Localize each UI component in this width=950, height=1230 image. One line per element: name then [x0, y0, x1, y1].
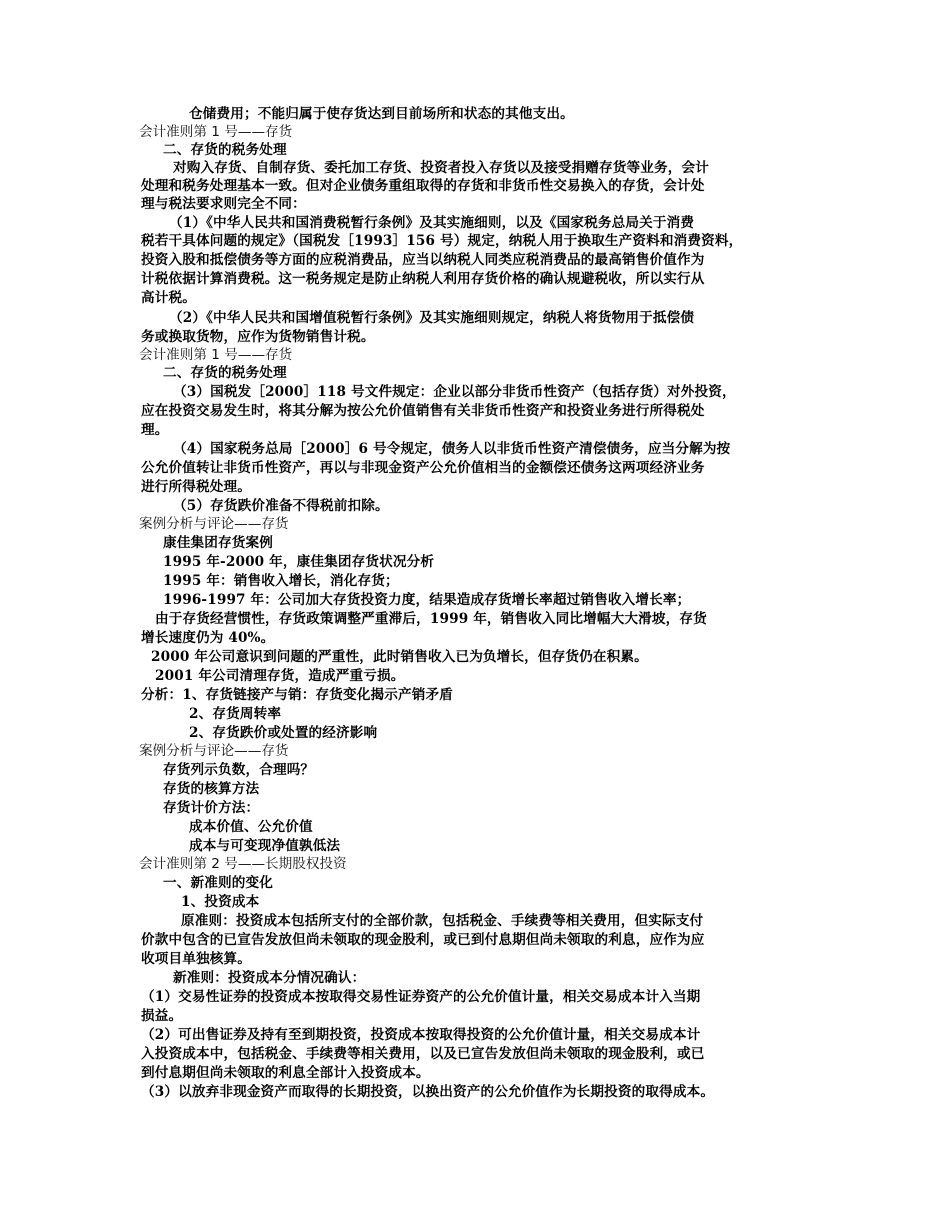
text-line: 二、存货的税务处理 [163, 142, 287, 158]
text-line: 1996-1997 年：公司加大存货投资力度，结果造成存货增长率超过销售收入增长率； [163, 592, 691, 608]
text-line: 高计税。 [141, 290, 196, 306]
text-line: 进行所得税处理。 [141, 479, 251, 495]
text-line: （5）存货跌价准备不得税前扣除。 [173, 498, 389, 514]
text-line: 理与税法要求则完全不同： [141, 196, 306, 212]
text-line: 存货的核算方法 [163, 781, 260, 797]
section-heading: 会计准则第 1 号——存货 [139, 347, 293, 363]
text-line: 二、存货的税务处理 [163, 365, 287, 381]
text-line: （3）以放弃非现金资产而取得的长期投资，以换出资产的公允价值作为长期投资的取得成本。 [141, 1084, 715, 1100]
text-line: 成本价值、公允价值 [189, 819, 313, 835]
text-line: （1）《中华人民共和国消费税暂行条例》及其实施细则，以及《国家税务总局关于消费 [169, 215, 695, 231]
text-line: （1）交易性证券的投资成本按取得交易性证券资产的公允价值计量，相关交易成本计入当期 [141, 989, 701, 1005]
text-line: 价款中包含的已宣告发放但尚未领取的现金股利，或已到付息期但尚未领取的利息，应作为应 [141, 932, 705, 948]
text-line: （4）国家税务总局［2000］6 号令规定，债务人以非货币性资产清偿债务，应当分解为按 [173, 441, 731, 457]
text-line: 入投资成本中，包括税金、手续费等相关费用，以及已宣告发放但尚未领取的现金股利，或已 [141, 1046, 705, 1062]
text-line: 2001 年公司清理存货，造成严重亏损。 [155, 668, 405, 684]
text-line: 由于存货经营惯性，存货政策调整严重滞后，1999 年，销售收入同比增幅大大滑坡，存货 [155, 611, 707, 627]
text-line: （2）《中华人民共和国增值税暂行条例》及其实施细则规定，纳税人将货物用于抵偿债 [169, 310, 695, 326]
text-line: 1、投资成本 [181, 894, 260, 910]
text-line: 1995 年-2000 年，康佳集团存货状况分析 [163, 554, 435, 570]
text-line: 公允价值转让非货币性资产，再以与非现金资产公允价值相当的金额偿还债务这两项经济业务 [141, 460, 705, 476]
section-heading: 会计准则第 2 号——长期股权投资 [139, 856, 347, 872]
section-heading: 案例分析与评论——存货 [139, 516, 289, 532]
text-line: 1995 年：销售收入增长，消化存货； [163, 573, 399, 589]
text-line: 2000 年公司意识到问题的严重性，此时销售收入已为负增长，但存货仍在积累。 [151, 649, 648, 665]
text-line: 税若干具体问题的规定》（国税发［1993］156 号）规定，纳税人用于换取生产资料和消费资料， [141, 233, 743, 249]
section-heading: 案例分析与评论——存货 [139, 743, 289, 759]
text-line: 2、存货周转率 [189, 706, 282, 722]
text-line: 收项目单独核算。 [141, 951, 251, 967]
text-line: 计税依据计算消费税。这一税务规定是防止纳税人利用存货价格的确认规避税收，所以实行从 [141, 271, 705, 287]
text-line: 仓储费用；不能归属于使存货达到目前场所和状态的其他支出。 [189, 106, 574, 122]
text-line: 对购入存货、自制存货、委托加工存货、投资者投入存货以及接受捐赠存货等业务，会计 [173, 160, 710, 176]
text-line: 分析：1、存货链接产与销：存货变化揭示产销矛盾 [141, 687, 453, 703]
text-line: 一、新准则的变化 [163, 875, 273, 891]
text-line: （2）可出售证券及持有至到期投资，投资成本按取得投资的公允价值计量，相关交易成本计 [141, 1027, 701, 1043]
text-line: 存货列示负数，合理吗？ [163, 762, 315, 778]
text-line: 2、存货跌价或处置的经济影响 [189, 725, 378, 741]
text-line: 损益。 [141, 1008, 183, 1024]
text-line: 新准则：投资成本分情况确认： [173, 970, 366, 986]
text-line: 原准则：投资成本包括所支付的全部价款，包括税金、手续费等相关费用，但实际支付 [181, 913, 704, 929]
text-line: 应在投资交易发生时，将其分解为按公允价值销售有关非货币性资产和投资业务进行所得税处 [141, 403, 705, 419]
text-line: 到付息期但尚未领取的利息全部计入投资成本。 [141, 1065, 430, 1081]
text-line: 康佳集团存货案例 [163, 535, 273, 551]
text-line: 处理和税务处理基本一致。但对企业债务重组取得的存货和非货币性交易换入的存货，会计处 [141, 178, 705, 194]
text-line: 成本与可变现净值孰低法 [189, 838, 341, 854]
text-line: （3）国税发［2000］118 号文件规定：企业以部分非货币性资产（包括存货）对外投资， [173, 384, 736, 400]
text-line: 理。 [141, 422, 169, 438]
text-line: 增长速度仍为 40%。 [141, 630, 275, 646]
text-line: 存货计价方法： [163, 800, 260, 816]
text-line: 务或换取货物，应作为货物销售计税。 [141, 329, 375, 345]
section-heading: 会计准则第 1 号——存货 [139, 124, 293, 140]
text-line: 投资入股和抵偿债务等方面的应税消费品，应当以纳税人同类应税消费品的最高销售价值作为 [141, 252, 705, 268]
